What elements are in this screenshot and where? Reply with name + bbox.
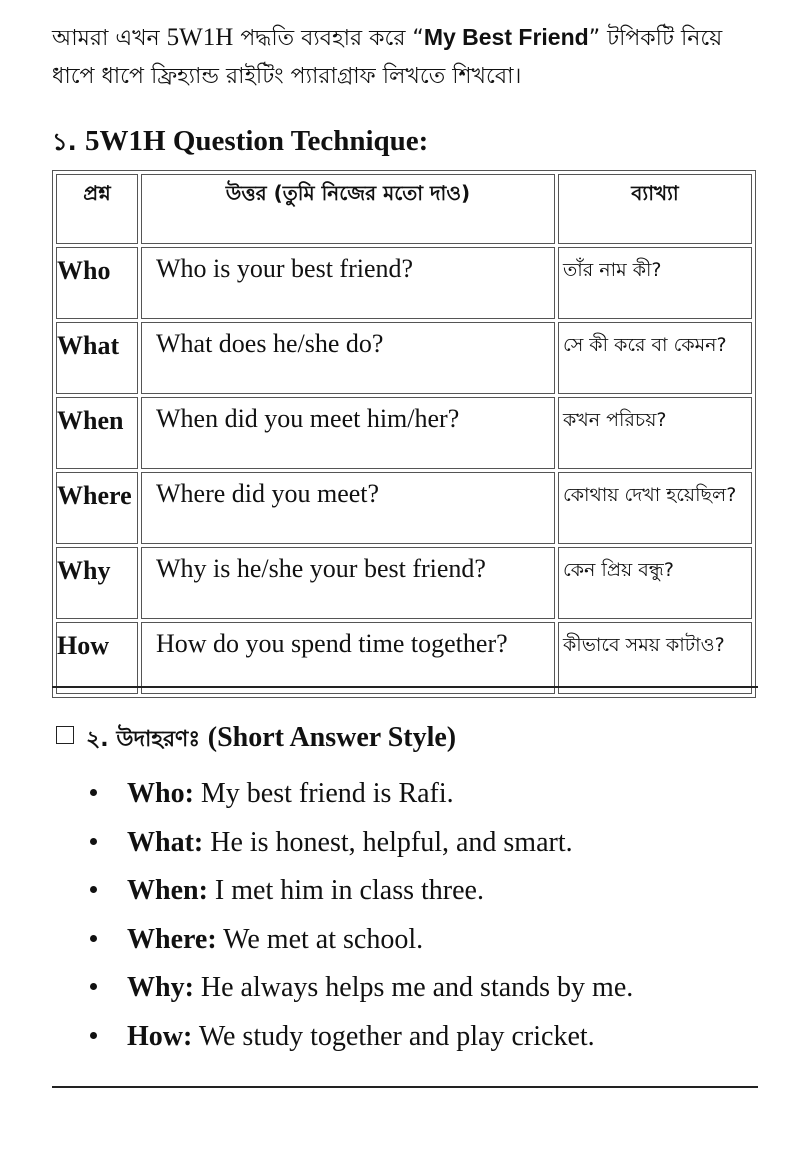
answer-label: How: [127,1020,193,1052]
row-note: কোথায় দেখা হয়েছিল? [558,472,752,544]
section1-number: ১. [52,128,86,156]
row-note: কেন প্রিয় বন্ধু? [558,547,752,619]
table-row [56,247,752,319]
section2-bangla: উদাহরণঃ [116,727,208,752]
row-word: How [56,622,138,694]
row-word: Why [56,547,138,619]
answer-text: He is honest, helpful, and smart. [203,826,573,858]
row-word: Where [56,472,138,544]
table-header-row [56,174,752,244]
answer-list [90,770,633,1061]
bullet-icon [90,983,97,990]
divider-bottom [52,1086,758,1088]
row-word: When [56,397,138,469]
row-question: Who is your best friend? [141,247,555,319]
intro-paragraph [52,18,764,96]
bullet-icon [90,838,97,845]
intro-text-2: পদ্ধতি ব্যবহার করে “ [233,26,424,51]
row-note: সে কী করে বা কেমন? [558,322,752,394]
answer-label: Who: [127,778,194,809]
list-item [90,964,633,1013]
intro-technique: 5W1H [166,24,234,51]
bullet-icon [90,935,97,942]
answer-label: Why: [127,972,194,1003]
answer-label: Where: [127,923,217,955]
row-question: How do you spend time together? [141,622,555,694]
answer-text: He always helps me and stands by me. [193,972,634,1003]
bullet-icon [90,789,97,796]
header-answer: উত্তর (তুমি নিজের মতো দাও) [141,174,555,244]
section2-number: ২. [86,727,117,752]
table-row [56,547,752,619]
answer-text: We met at school. [216,923,424,955]
answer-label: What: [127,826,204,858]
list-item [90,1013,633,1062]
answer-text: I met him in class three. [207,875,484,906]
divider-top [52,686,758,688]
list-item [90,916,633,965]
row-question: Why is he/she your best friend? [141,547,555,619]
list-item [90,770,633,819]
table-row [56,622,752,694]
header-explanation: ব্যাখ্যা [558,174,752,244]
answer-text: We study together and play cricket. [192,1020,595,1052]
intro-text-1: আমরা এখন [52,26,167,51]
row-question: Where did you meet? [141,472,555,544]
section2-title [56,722,456,759]
checkbox-icon [56,726,74,744]
table-row [56,397,752,469]
list-item [90,867,633,916]
row-note: কীভাবে সময় কাটাও? [558,622,752,694]
question-table [52,170,756,698]
bullet-icon [90,886,97,893]
table-row [56,322,752,394]
bullet-icon [90,1032,97,1039]
row-note: তাঁর নাম কী? [558,247,752,319]
answer-text: My best friend is Rafi. [193,778,454,809]
row-question: When did you meet him/her? [141,397,555,469]
table-row [56,472,752,544]
answer-label: When: [127,875,208,906]
row-question: What does he/she do? [141,322,555,394]
section2-title-text: (Short Answer Style) [207,722,457,753]
intro-text-3: ” টপিকটি নিয়ে ধাপে ধাপে ফ্রিহ্যান্ড রাইটিং প্যারাগ্রাফ লিখতে শিখবো। [52,26,723,89]
intro-topic: My Best Friend [423,24,589,50]
header-question: প্রশ্ন [56,174,138,244]
row-word: Who [56,247,138,319]
row-note: কখন পরিচয়? [558,397,752,469]
list-item [90,819,633,868]
row-word: What [56,322,138,394]
section1-title-text: 5W1H Question Technique: [85,125,429,157]
section1-title [52,124,428,164]
